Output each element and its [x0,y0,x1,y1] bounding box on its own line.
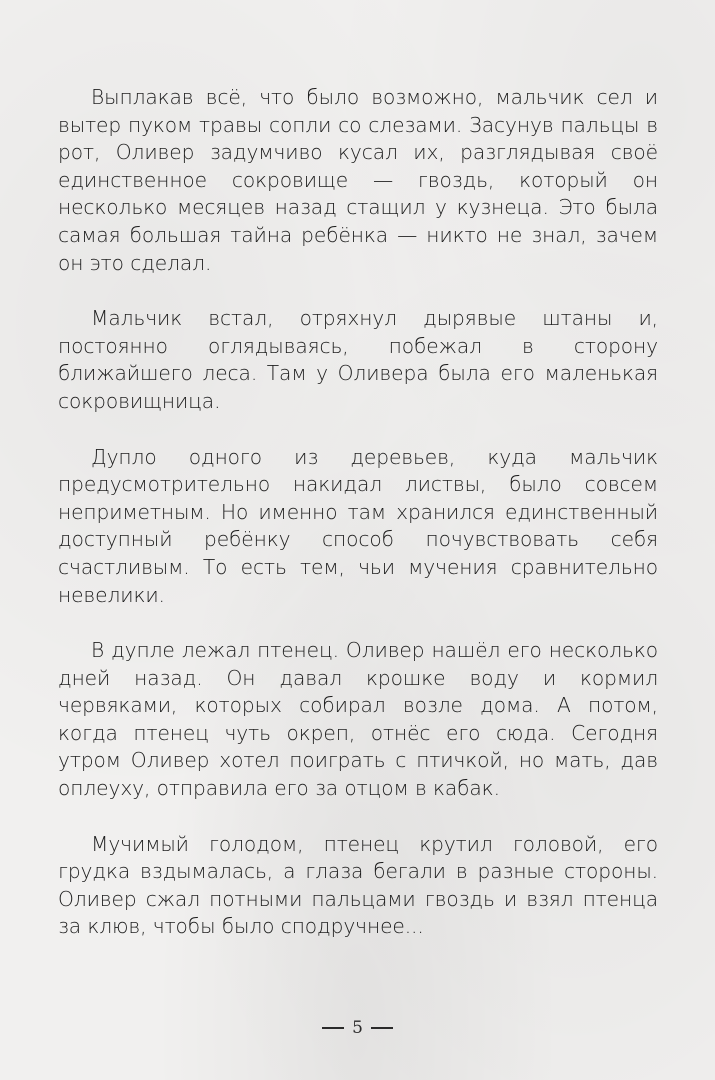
paragraph-5: Мучимый голодом, птенец крутил головой, его грудка вздымалась, а глаза бегали в разные стороны. Оливер сжал потными пальцами гвоздь и взял птенца за клюв, чтобы было сподручнее... [58,831,658,939]
paragraph-4: В дупле лежал птенец. Оливер нашёл его несколько дней назад. Он давал крошке воду и кормил червяками, которых собирал возле дома. А потом, когда птенец чуть окреп, отнёс его сюда. Сегодня утром Оливер хотел поиграть с птичкой, но мать, дав оплеуху, отправила его за отцом в кабак. [58,638,658,801]
page-footer [0,1018,715,1038]
page-body [58,84,658,969]
paragraph-2: Мальчик встал, отряхнул дырявые штаны и, постоянно оглядываясь, побежал в сторону ближайшего леса. Там у Оливера была его маленькая сокровищница. [58,306,658,413]
paragraph-3: Дупло одного из деревьев, куда мальчик предусмотрительно накидал листвы, было совсем неприметным. Но именно там хранился единственный доступный ребёнку способ почувствовать себя счастливым. То есть тем, чьи мучения сравнительно невелики. [58,444,658,607]
page-number: 5 [352,1018,363,1038]
footer-dash-left [322,1027,344,1029]
footer-dash-right [371,1027,393,1029]
paragraph-1: Выплакав всё, что было возможно, мальчик сел и вытер пуком травы сопли со слезами. Засунув пальцы в рот, Оливер задумчиво кусал их, разглядывая своё единственное сокровище — гвоздь, который он несколько месяцев назад стащил у кузнеца. Это была самая большая тайна ребёнка — никто не знал, зачем он это сделал. [58,85,658,275]
